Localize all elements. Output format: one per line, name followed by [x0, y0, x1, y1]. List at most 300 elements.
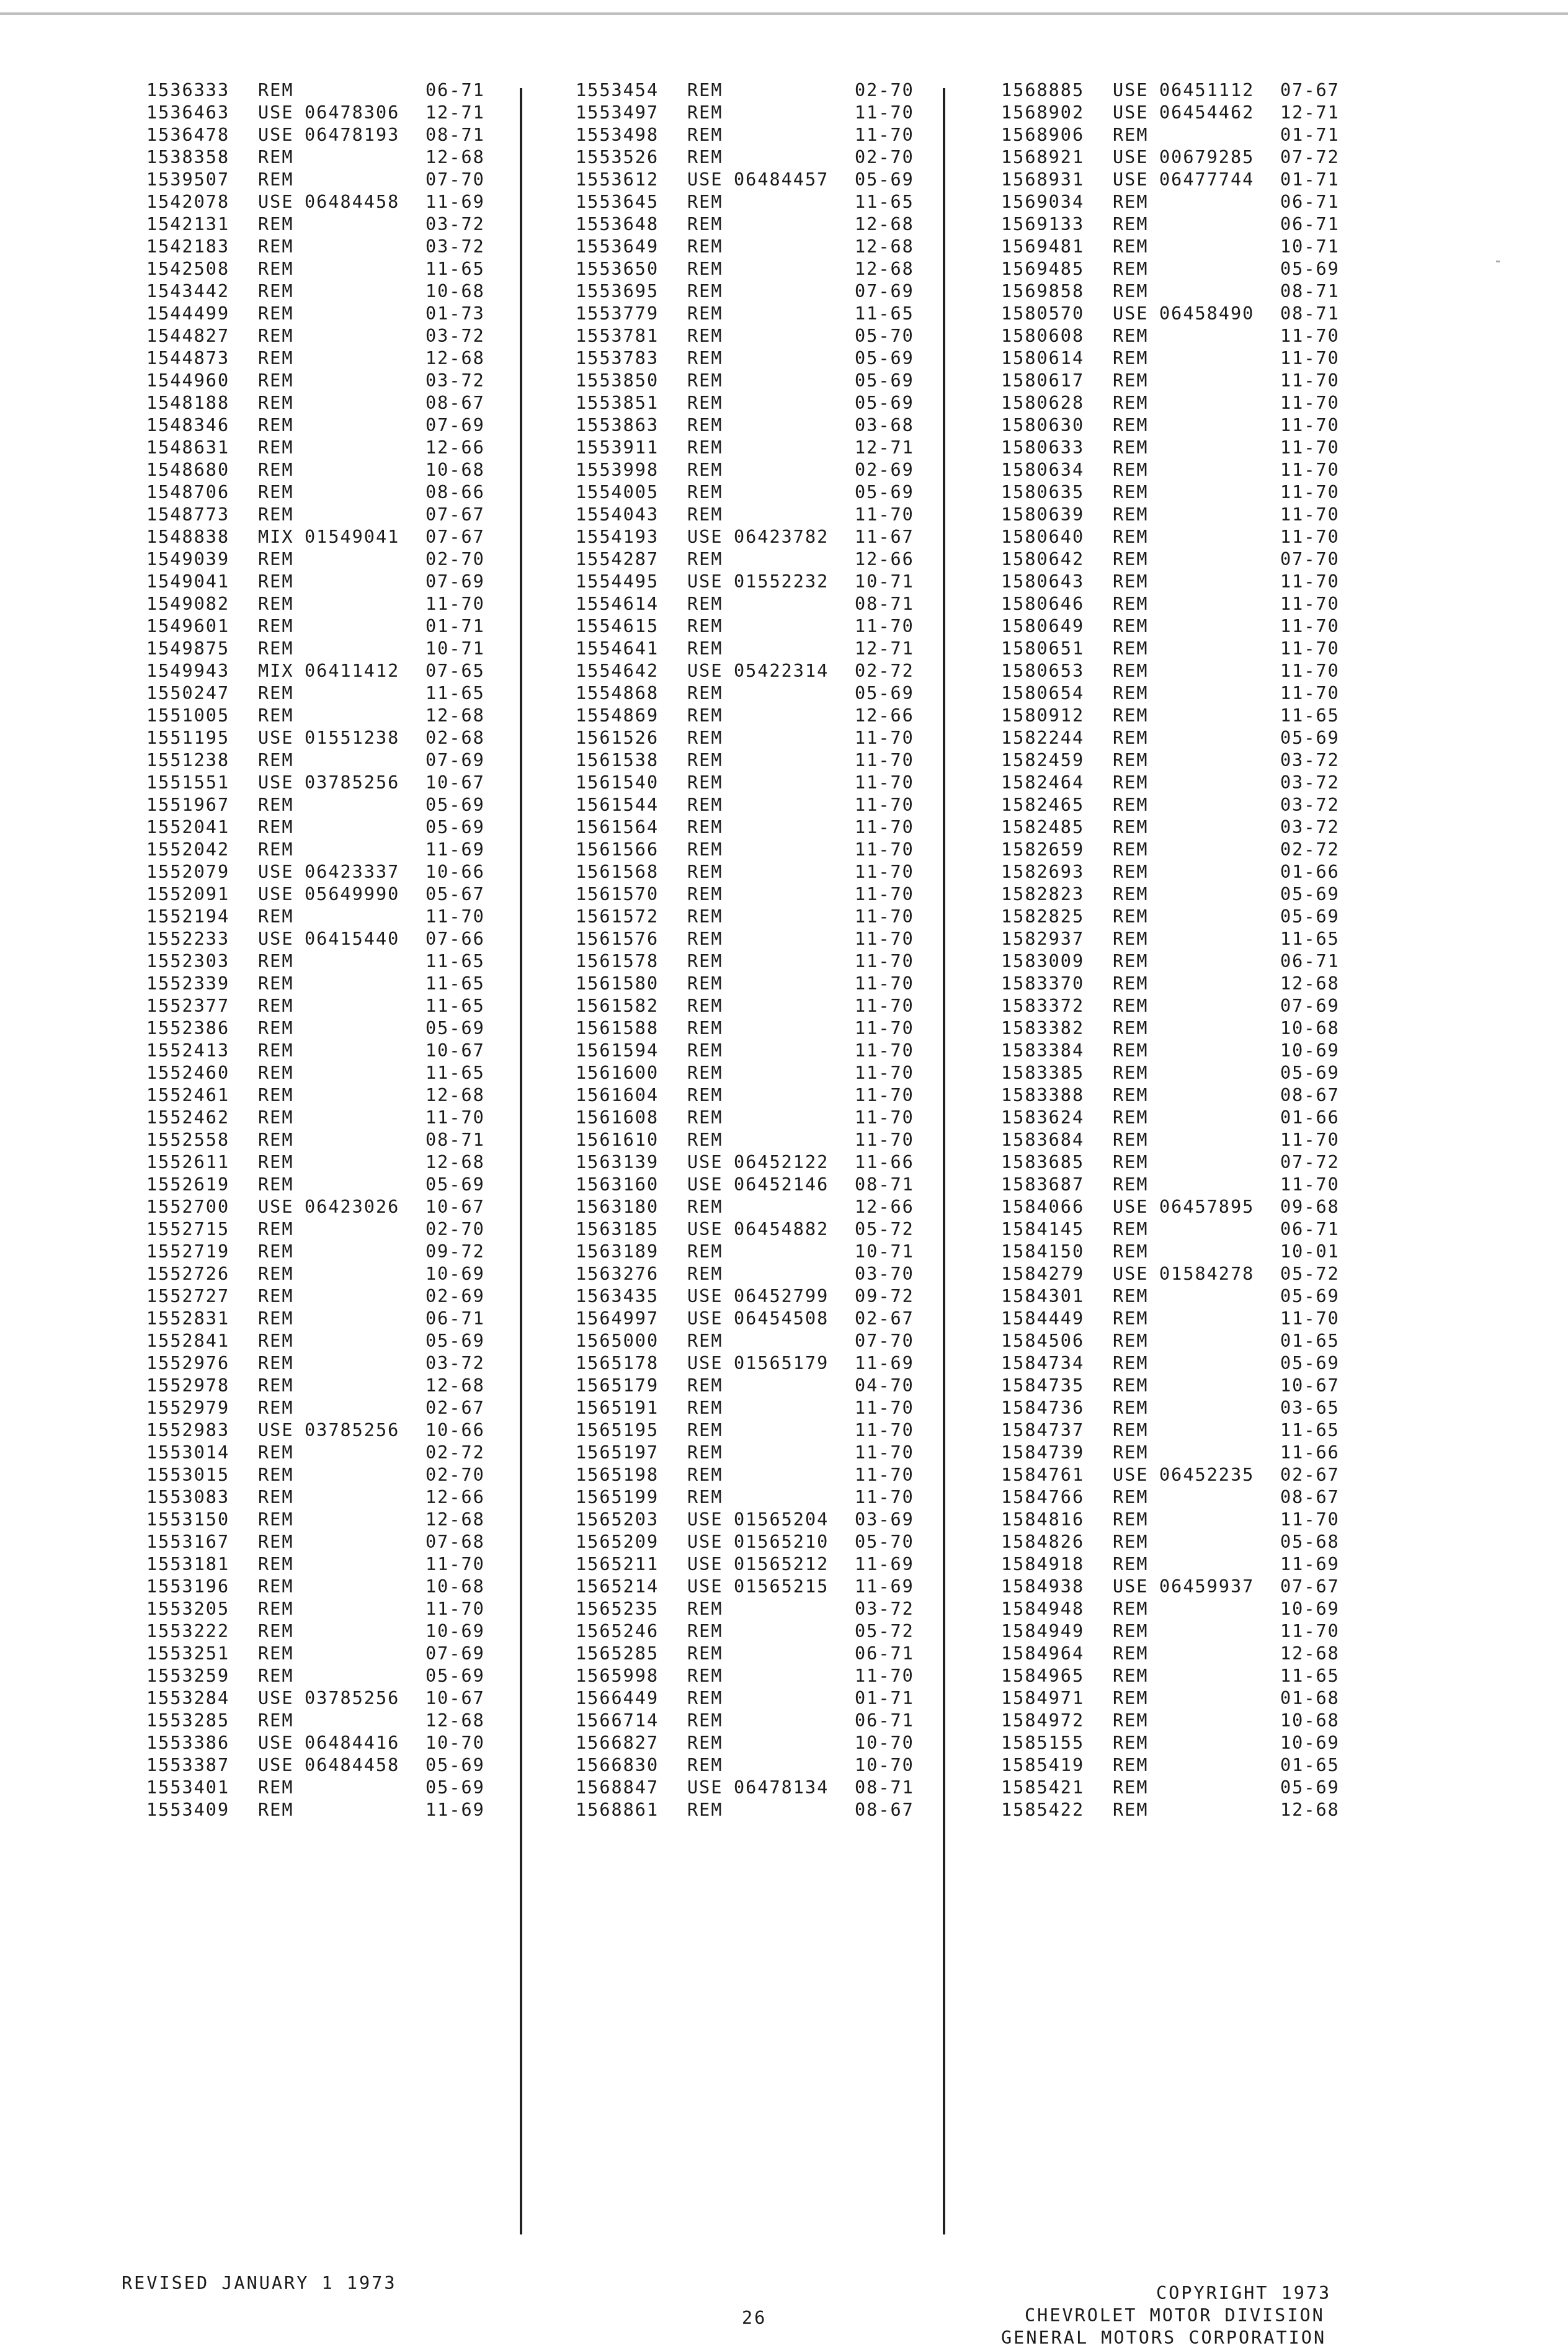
- part-row: [146, 1486, 519, 1509]
- replacement-number: 06423782: [734, 527, 829, 547]
- part-row: [1001, 1419, 1373, 1442]
- part-row: [576, 414, 948, 437]
- part-number: 1569481: [1001, 236, 1085, 257]
- replacement-number: 06452235: [1159, 1465, 1255, 1485]
- part-number: 1549875: [146, 638, 230, 659]
- disposition-code: REM: [258, 1152, 294, 1172]
- part-row: [576, 280, 948, 303]
- part-number: 1583684: [1001, 1130, 1085, 1150]
- part-number: 1553181: [146, 1554, 230, 1574]
- date-code: 11-70: [425, 1599, 485, 1619]
- date-code: 07-67: [425, 527, 485, 547]
- part-row: [1001, 1486, 1373, 1509]
- part-number: 1584964: [1001, 1643, 1085, 1664]
- part-row: [146, 280, 519, 303]
- date-code: 12-68: [855, 236, 914, 257]
- part-number: 1584816: [1001, 1509, 1085, 1530]
- disposition-code: USE: [258, 1197, 294, 1217]
- part-row: [1001, 1040, 1373, 1062]
- part-number: 1552726: [146, 1264, 230, 1284]
- disposition-code: REM: [687, 1197, 723, 1217]
- part-row: [146, 124, 519, 146]
- part-number: 1551967: [146, 795, 230, 815]
- disposition-code: REM: [258, 683, 294, 703]
- part-row: [576, 883, 948, 906]
- disposition-code: REM: [258, 1018, 294, 1038]
- disposition-code: REM: [687, 1398, 723, 1418]
- replacement-number: 06415440: [305, 929, 400, 949]
- disposition-code: REM: [687, 1599, 723, 1619]
- part-row: [146, 102, 519, 124]
- disposition-code: REM: [258, 236, 294, 257]
- part-row: [146, 638, 519, 660]
- date-code: 11-70: [855, 1063, 914, 1083]
- part-number: 1554869: [576, 705, 659, 726]
- part-row: [146, 1308, 519, 1330]
- disposition-code: REM: [258, 169, 294, 190]
- date-code: 11-70: [855, 1666, 914, 1686]
- date-code: 07-70: [1280, 549, 1340, 569]
- disposition-code: REM: [258, 348, 294, 368]
- part-number: 1553526: [576, 147, 659, 167]
- disposition-code: REM: [1113, 1286, 1149, 1306]
- date-code: 05-69: [1280, 884, 1340, 904]
- part-row: [146, 1107, 519, 1129]
- disposition-code: REM: [258, 951, 294, 971]
- disposition-code: REM: [687, 125, 723, 145]
- date-code: 12-68: [425, 1085, 485, 1105]
- date-code: 10-71: [855, 571, 914, 592]
- disposition-code: REM: [258, 393, 294, 413]
- part-row: [1001, 124, 1373, 146]
- part-number: 1553251: [146, 1643, 230, 1664]
- part-row: [1001, 1263, 1373, 1285]
- part-row: [1001, 1665, 1373, 1687]
- part-number: 1569858: [1001, 281, 1085, 301]
- part-number: 1584449: [1001, 1308, 1085, 1329]
- part-number: 1565246: [576, 1621, 659, 1641]
- date-code: 07-69: [425, 750, 485, 770]
- date-code: 03-70: [855, 1264, 914, 1284]
- part-number: 1551551: [146, 772, 230, 793]
- part-row: [576, 1062, 948, 1084]
- date-code: 12-68: [855, 214, 914, 234]
- disposition-code: REM: [258, 80, 294, 100]
- part-number: 1585422: [1001, 1800, 1085, 1820]
- disposition-code: REM: [258, 1063, 294, 1083]
- disposition-code: REM: [1113, 571, 1149, 592]
- part-number: 1584949: [1001, 1621, 1085, 1641]
- part-row: [1001, 1218, 1373, 1241]
- disposition-code: USE: [687, 1219, 723, 1239]
- date-code: 08-71: [1280, 281, 1340, 301]
- replacement-number: 03785256: [305, 1688, 400, 1708]
- part-row: [1001, 816, 1373, 839]
- disposition-code: REM: [687, 705, 723, 726]
- part-number: 1554868: [576, 683, 659, 703]
- date-code: 10-67: [425, 1197, 485, 1217]
- disposition-code: REM: [687, 996, 723, 1016]
- part-number: 1548706: [146, 482, 230, 502]
- date-code: 11-70: [1280, 326, 1340, 346]
- disposition-code: REM: [687, 504, 723, 525]
- disposition-code: REM: [1113, 1219, 1149, 1239]
- part-number: 1584766: [1001, 1487, 1085, 1507]
- date-code: 02-70: [425, 549, 485, 569]
- part-number: 1553498: [576, 125, 659, 145]
- part-number: 1584739: [1001, 1442, 1085, 1463]
- date-code: 11-70: [855, 1487, 914, 1507]
- part-row: [146, 1531, 519, 1553]
- part-number: 1582465: [1001, 795, 1085, 815]
- date-code: 05-69: [1280, 259, 1340, 279]
- disposition-code: REM: [258, 259, 294, 279]
- part-number: 1538358: [146, 147, 230, 167]
- part-row: [146, 1218, 519, 1241]
- part-row: [146, 526, 519, 548]
- date-code: 08-67: [1280, 1085, 1340, 1105]
- date-code: 03-72: [425, 236, 485, 257]
- disposition-code: REM: [1113, 1308, 1149, 1329]
- part-number: 1582693: [1001, 862, 1085, 882]
- part-number: 1565209: [576, 1532, 659, 1552]
- disposition-code: REM: [1113, 1107, 1149, 1128]
- replacement-number: 06454508: [734, 1308, 829, 1329]
- disposition-code: REM: [1113, 705, 1149, 726]
- disposition-code: USE: [258, 862, 294, 882]
- date-code: 11-70: [1280, 482, 1340, 502]
- date-code: 07-67: [425, 504, 485, 525]
- replacement-number: 06457895: [1159, 1197, 1255, 1217]
- part-row: [1001, 370, 1373, 392]
- part-row: [1001, 1084, 1373, 1107]
- date-code: 07-66: [425, 929, 485, 949]
- disposition-code: REM: [1113, 1420, 1149, 1440]
- date-code: 12-66: [855, 705, 914, 726]
- disposition-code: REM: [687, 1420, 723, 1440]
- disposition-code: REM: [1113, 1666, 1149, 1686]
- disposition-code: REM: [1113, 862, 1149, 882]
- disposition-code: REM: [258, 281, 294, 301]
- disposition-code: REM: [1113, 482, 1149, 502]
- disposition-code: USE: [687, 1353, 723, 1373]
- part-row: [1001, 682, 1373, 705]
- disposition-code: USE: [687, 1777, 723, 1798]
- disposition-code: USE: [258, 192, 294, 212]
- date-code: 11-70: [1280, 594, 1340, 614]
- copyright-line-2: CHEVROLET MOTOR DIVISION: [1025, 2305, 1325, 2326]
- disposition-code: REM: [687, 683, 723, 703]
- part-number: 1565191: [576, 1398, 659, 1418]
- part-number: 1582825: [1001, 906, 1085, 927]
- date-code: 02-72: [1280, 839, 1340, 860]
- part-row: [146, 414, 519, 437]
- date-code: 03-72: [425, 370, 485, 391]
- disposition-code: USE: [687, 527, 723, 547]
- date-code: 11-70: [1280, 393, 1340, 413]
- disposition-code: REM: [258, 1241, 294, 1262]
- scan-top-edge-line: [0, 12, 1568, 15]
- disposition-code: REM: [1113, 281, 1149, 301]
- part-number: 1552619: [146, 1174, 230, 1195]
- disposition-code: REM: [687, 1107, 723, 1128]
- part-row: [146, 861, 519, 883]
- part-row: [146, 749, 519, 772]
- part-number: 1542078: [146, 192, 230, 212]
- part-row: [146, 1643, 519, 1665]
- part-row: [1001, 414, 1373, 437]
- disposition-code: REM: [687, 1733, 723, 1753]
- date-code: 06-71: [1280, 214, 1340, 234]
- date-code: 05-69: [1280, 1286, 1340, 1306]
- date-code: 02-67: [855, 1308, 914, 1329]
- part-number: 1554615: [576, 616, 659, 636]
- disposition-code: USE: [687, 1532, 723, 1552]
- replacement-number: 05422314: [734, 661, 829, 681]
- part-row: [146, 213, 519, 236]
- part-number: 1539507: [146, 169, 230, 190]
- disposition-code: REM: [687, 817, 723, 837]
- disposition-code: USE: [1113, 1264, 1149, 1284]
- part-number: 1553014: [146, 1442, 230, 1463]
- part-row: [1001, 146, 1373, 169]
- part-number: 1583624: [1001, 1107, 1085, 1128]
- part-row: [146, 1062, 519, 1084]
- part-row: [576, 1464, 948, 1486]
- date-code: 09-72: [855, 1286, 914, 1306]
- disposition-code: REM: [1113, 750, 1149, 770]
- disposition-code: REM: [687, 1710, 723, 1731]
- replacement-number: 01565204: [734, 1509, 829, 1530]
- replacement-number: 06459937: [1159, 1576, 1255, 1597]
- date-code: 07-69: [425, 571, 485, 592]
- part-row: [1001, 861, 1373, 883]
- part-row: [576, 504, 948, 526]
- date-code: 05-72: [855, 1219, 914, 1239]
- part-number: 1552041: [146, 817, 230, 837]
- disposition-code: REM: [258, 996, 294, 1016]
- disposition-code: USE: [258, 728, 294, 748]
- part-number: 1563180: [576, 1197, 659, 1217]
- date-code: 11-70: [855, 1107, 914, 1128]
- disposition-code: REM: [1113, 437, 1149, 458]
- part-row: [576, 727, 948, 749]
- date-code: 11-65: [1280, 1666, 1340, 1686]
- part-row: [576, 1643, 948, 1665]
- part-row: [1001, 1129, 1373, 1151]
- disposition-code: REM: [1113, 1063, 1149, 1083]
- disposition-code: USE: [258, 1755, 294, 1775]
- part-row: [1001, 1732, 1373, 1754]
- disposition-code: REM: [687, 750, 723, 770]
- disposition-code: REM: [687, 303, 723, 324]
- disposition-code: REM: [687, 594, 723, 614]
- part-number: 1549943: [146, 661, 230, 681]
- part-row: [146, 1084, 519, 1107]
- date-code: 11-69: [855, 1576, 914, 1597]
- part-row: [576, 169, 948, 191]
- part-row: [1001, 79, 1373, 102]
- part-number: 1553387: [146, 1755, 230, 1775]
- part-number: 1565195: [576, 1420, 659, 1440]
- disposition-code: REM: [258, 460, 294, 480]
- replacement-number: 06452122: [734, 1152, 829, 1172]
- disposition-code: REM: [258, 1800, 294, 1820]
- date-code: 11-65: [425, 996, 485, 1016]
- disposition-code: REM: [1113, 817, 1149, 837]
- part-number: 1554193: [576, 527, 659, 547]
- date-code: 12-71: [855, 437, 914, 458]
- part-row: [1001, 1330, 1373, 1352]
- part-row: [1001, 1598, 1373, 1620]
- part-number: 1580640: [1001, 527, 1085, 547]
- part-row: [576, 1799, 948, 1821]
- date-code: 11-65: [425, 973, 485, 994]
- part-row: [576, 1397, 948, 1419]
- disposition-code: REM: [687, 884, 723, 904]
- date-code: 02-68: [425, 728, 485, 748]
- part-number: 1552233: [146, 929, 230, 949]
- part-row: [576, 772, 948, 794]
- part-number: 1554043: [576, 504, 659, 525]
- part-row: [1001, 772, 1373, 794]
- part-row: [576, 950, 948, 973]
- part-row: [576, 1330, 948, 1352]
- date-code: 10-69: [425, 1264, 485, 1284]
- disposition-code: REM: [1113, 594, 1149, 614]
- disposition-code: USE: [1113, 303, 1149, 324]
- date-code: 05-69: [1280, 1353, 1340, 1373]
- part-row: [146, 1017, 519, 1040]
- part-row: [1001, 1442, 1373, 1464]
- part-row: [1001, 973, 1373, 995]
- date-code: 10-68: [1280, 1710, 1340, 1731]
- part-row: [146, 191, 519, 213]
- disposition-code: REM: [687, 1085, 723, 1105]
- disposition-code: REM: [258, 817, 294, 837]
- part-row: [146, 548, 519, 571]
- part-row: [1001, 169, 1373, 191]
- date-code: 11-70: [1280, 370, 1340, 391]
- part-number: 1552841: [146, 1331, 230, 1351]
- date-code: 12-68: [1280, 1800, 1340, 1820]
- disposition-code: USE: [1113, 147, 1149, 167]
- part-row: [1001, 303, 1373, 325]
- part-row: [146, 1419, 519, 1442]
- disposition-code: REM: [1113, 929, 1149, 949]
- date-code: 05-69: [855, 683, 914, 703]
- disposition-code: REM: [258, 1465, 294, 1485]
- part-row: [576, 1486, 948, 1509]
- part-row: [1001, 727, 1373, 749]
- disposition-code: REM: [687, 192, 723, 212]
- part-row: [576, 906, 948, 928]
- part-row: [1001, 548, 1373, 571]
- part-row: [146, 1710, 519, 1732]
- part-row: [576, 1710, 948, 1732]
- part-number: 1536333: [146, 80, 230, 100]
- part-row: [576, 1218, 948, 1241]
- disposition-code: REM: [687, 1331, 723, 1351]
- disposition-code: REM: [1113, 884, 1149, 904]
- part-number: 1554495: [576, 571, 659, 592]
- part-number: 1584066: [1001, 1197, 1085, 1217]
- part-row: [1001, 1241, 1373, 1263]
- date-code: 11-70: [855, 817, 914, 837]
- part-row: [146, 504, 519, 526]
- disposition-code: REM: [1113, 906, 1149, 927]
- date-code: 11-70: [855, 504, 914, 525]
- date-code: 05-69: [425, 1018, 485, 1038]
- disposition-code: REM: [687, 1666, 723, 1686]
- part-row: [1001, 258, 1373, 280]
- date-code: 11-70: [855, 973, 914, 994]
- part-row: [1001, 1576, 1373, 1598]
- date-code: 05-69: [425, 1174, 485, 1195]
- date-code: 02-67: [1280, 1465, 1340, 1485]
- date-code: 10-71: [855, 1241, 914, 1262]
- part-row: [1001, 615, 1373, 638]
- part-row: [576, 303, 948, 325]
- disposition-code: REM: [258, 1666, 294, 1686]
- part-row: [576, 861, 948, 883]
- date-code: 06-71: [1280, 1219, 1340, 1239]
- disposition-code: REM: [1113, 1487, 1149, 1507]
- part-number: 1584735: [1001, 1375, 1085, 1396]
- part-number: 1544960: [146, 370, 230, 391]
- disposition-code: REM: [687, 80, 723, 100]
- date-code: 11-69: [855, 1353, 914, 1373]
- part-number: 1553649: [576, 236, 659, 257]
- date-code: 01-66: [1280, 1107, 1340, 1128]
- date-code: 05-72: [1280, 1264, 1340, 1284]
- date-code: 11-69: [1280, 1554, 1340, 1574]
- date-code: 02-69: [425, 1286, 485, 1306]
- date-code: 07-70: [855, 1331, 914, 1351]
- part-row: [576, 928, 948, 950]
- part-row: [576, 1241, 948, 1263]
- part-row: [146, 973, 519, 995]
- disposition-code: REM: [1113, 1554, 1149, 1574]
- part-number: 1566449: [576, 1688, 659, 1708]
- disposition-code: REM: [1113, 661, 1149, 681]
- part-number: 1561568: [576, 862, 659, 882]
- date-code: 11-70: [425, 1107, 485, 1128]
- disposition-code: REM: [1113, 1152, 1149, 1172]
- part-number: 1561608: [576, 1107, 659, 1128]
- part-number: 1552194: [146, 906, 230, 927]
- part-number: 1582459: [1001, 750, 1085, 770]
- disposition-code: REM: [1113, 1040, 1149, 1061]
- part-row: [576, 1754, 948, 1777]
- part-number: 1548346: [146, 415, 230, 435]
- part-number: 1553454: [576, 80, 659, 100]
- date-code: 11-70: [855, 125, 914, 145]
- disposition-code: REM: [1113, 527, 1149, 547]
- part-row: [146, 437, 519, 459]
- part-number: 1565179: [576, 1375, 659, 1396]
- disposition-code: REM: [258, 549, 294, 569]
- part-number: 1585421: [1001, 1777, 1085, 1798]
- part-row: [576, 1665, 948, 1687]
- date-code: 11-70: [855, 750, 914, 770]
- part-row: [1001, 638, 1373, 660]
- part-number: 1561572: [576, 906, 659, 927]
- date-code: 09-72: [425, 1241, 485, 1262]
- part-row: [576, 638, 948, 660]
- part-number: 1563139: [576, 1152, 659, 1172]
- part-row: [1001, 437, 1373, 459]
